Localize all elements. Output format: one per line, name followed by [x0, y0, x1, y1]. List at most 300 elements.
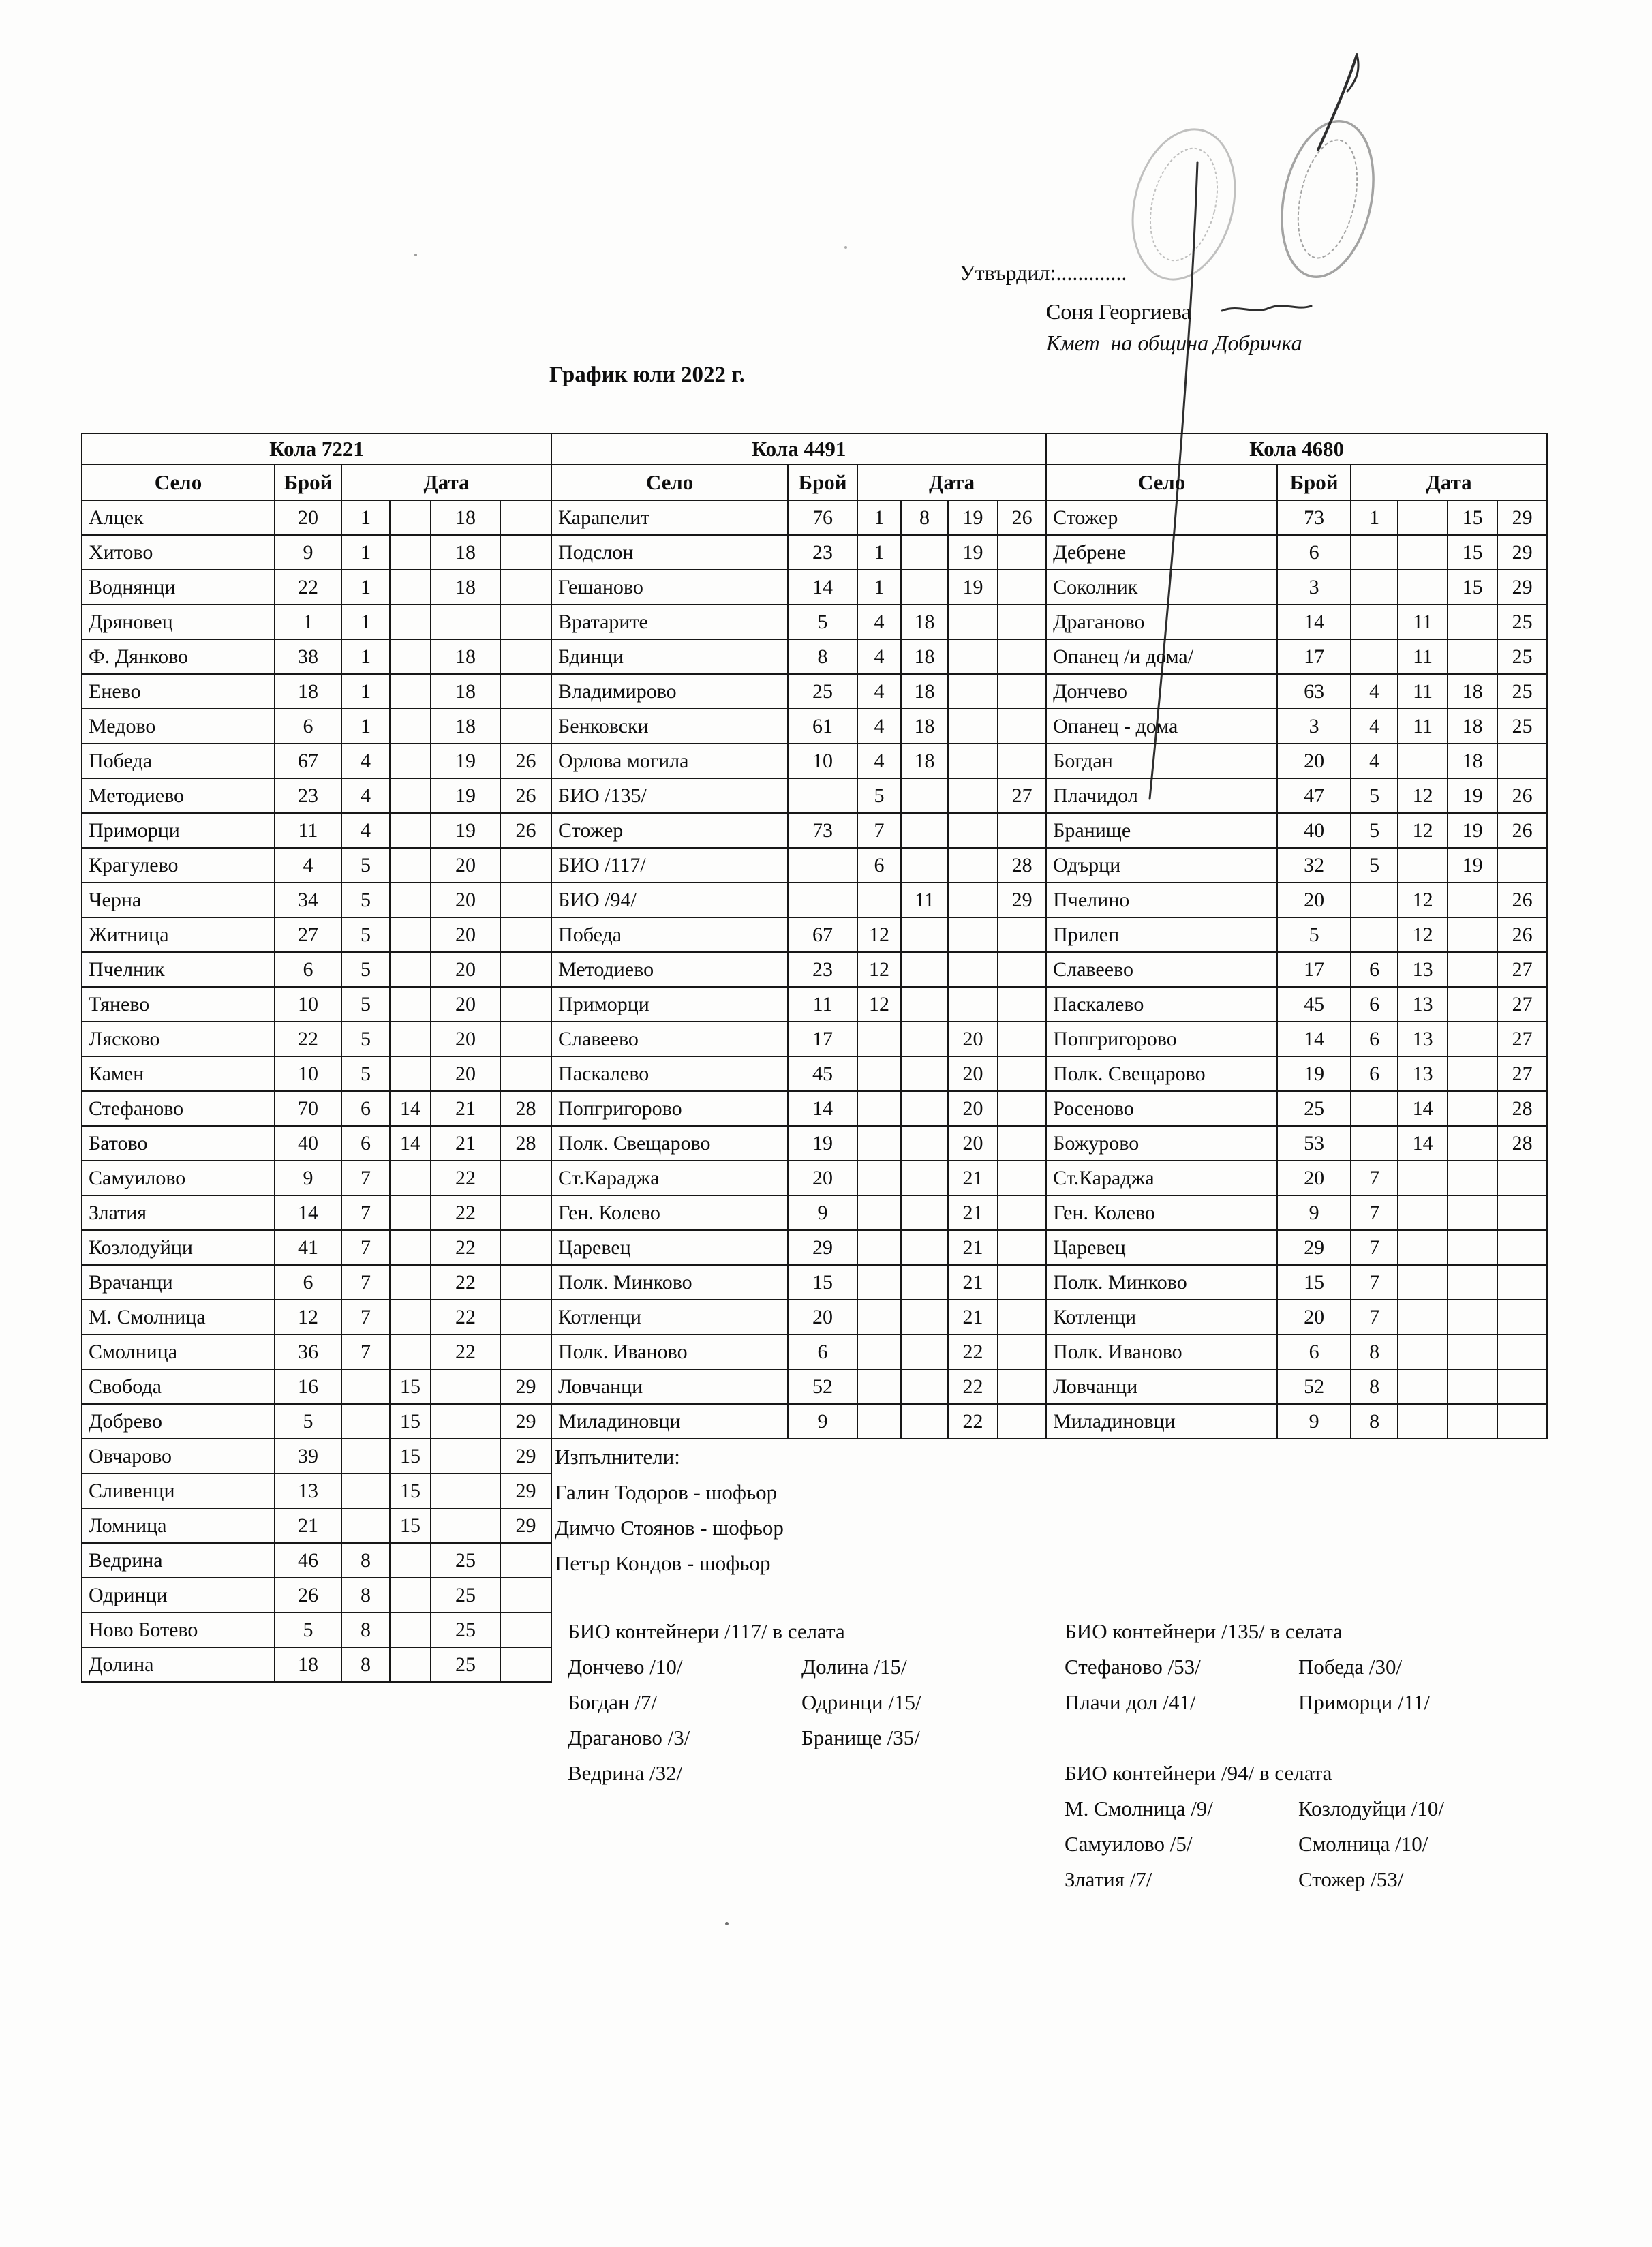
date-cell [500, 1300, 551, 1334]
schedule-row [1046, 1404, 1547, 1439]
date-cell [948, 778, 998, 813]
village-cell: Соколник [1046, 570, 1277, 605]
schedule-row [551, 813, 1046, 848]
date-cell [390, 1195, 431, 1230]
date-cell [948, 883, 998, 917]
date-cell: 28 [1497, 1126, 1547, 1161]
count-cell: 11 [788, 987, 857, 1022]
schedule-row [82, 848, 551, 883]
date-cell [1448, 1126, 1497, 1161]
village-cell: Вратарите [551, 605, 788, 639]
village-cell: Стожер [1046, 500, 1277, 535]
schedule-row [82, 1369, 551, 1404]
date-cell [390, 1265, 431, 1300]
date-cell: 1 [1351, 500, 1398, 535]
village-cell: Ген. Колево [551, 1195, 788, 1230]
schedule-row [551, 1126, 1046, 1161]
schedule-row [551, 1300, 1046, 1334]
date-cell [500, 1543, 551, 1578]
date-cell [901, 987, 948, 1022]
schedule-row [551, 1195, 1046, 1230]
schedule-row [1046, 605, 1547, 639]
village-cell: Методиево [551, 952, 788, 987]
date-cell: 6 [1351, 1056, 1398, 1091]
date-cell: 5 [1351, 778, 1398, 813]
date-cell: 20 [948, 1126, 998, 1161]
date-cell: 8 [341, 1578, 390, 1612]
date-cell: 21 [948, 1161, 998, 1195]
village-cell: Самуилово [82, 1161, 275, 1195]
date-cell [1448, 605, 1497, 639]
date-cell: 29 [500, 1404, 551, 1439]
schedule-row [82, 883, 551, 917]
date-cell [1398, 1161, 1448, 1195]
date-cell: 5 [341, 952, 390, 987]
schedule-row [82, 778, 551, 813]
date-cell: 25 [431, 1578, 500, 1612]
date-cell [1398, 1300, 1448, 1334]
date-cell: 20 [431, 1056, 500, 1091]
oval-stamp-right-icon [1268, 112, 1386, 286]
schedule-row [1046, 744, 1547, 778]
village-cell: Росеново [1046, 1091, 1277, 1126]
count-cell: 6 [275, 709, 341, 744]
schedule-row [551, 1265, 1046, 1300]
date-cell: 4 [857, 674, 901, 709]
schedule-row [82, 639, 551, 674]
village-cell: Ломница [82, 1508, 275, 1543]
date-cell: 15 [390, 1369, 431, 1404]
date-cell: 18 [901, 674, 948, 709]
date-cell: 5 [857, 778, 901, 813]
date-cell [500, 1230, 551, 1265]
date-cell: 22 [948, 1369, 998, 1404]
date-cell: 27 [998, 778, 1046, 813]
schedule-row [551, 500, 1046, 535]
schedule-row [82, 952, 551, 987]
village-cell: Бдинци [551, 639, 788, 674]
count-cell: 27 [275, 917, 341, 952]
date-cell: 19 [948, 535, 998, 570]
date-cell [500, 848, 551, 883]
date-cell [431, 605, 500, 639]
col-header-village: Село [82, 465, 275, 500]
date-cell: 7 [1351, 1300, 1398, 1334]
date-cell [901, 917, 948, 952]
date-cell [998, 952, 1046, 987]
date-cell: 15 [390, 1404, 431, 1439]
date-cell [998, 1230, 1046, 1265]
schedule-row [1046, 570, 1547, 605]
date-cell: 25 [431, 1647, 500, 1682]
village-cell: Котленци [1046, 1300, 1277, 1334]
date-cell [341, 1439, 390, 1473]
date-cell: 15 [390, 1439, 431, 1473]
schedule-row [1046, 1091, 1547, 1126]
schedule-row [82, 1578, 551, 1612]
date-cell: 20 [948, 1091, 998, 1126]
village-cell: Полк. Иваново [551, 1334, 788, 1369]
date-cell [998, 1334, 1046, 1369]
date-cell: 20 [431, 1022, 500, 1056]
village-cell: Златия [82, 1195, 275, 1230]
village-cell: Бенковски [551, 709, 788, 744]
bio-135-grid [1065, 1649, 1444, 1720]
bio-village-count: Стефаново /53/ [1065, 1655, 1201, 1679]
date-cell [1497, 1195, 1547, 1230]
count-cell: 18 [275, 674, 341, 709]
count-cell: 67 [788, 917, 857, 952]
date-cell [390, 639, 431, 674]
date-cell [341, 1508, 390, 1543]
date-cell [1448, 952, 1497, 987]
schedule-row [82, 709, 551, 744]
date-cell: 4 [341, 778, 390, 813]
schedule-row [551, 952, 1046, 987]
count-cell: 15 [1277, 1265, 1351, 1300]
date-cell: 25 [431, 1612, 500, 1647]
village-cell: Свобода [82, 1369, 275, 1404]
village-cell: Пчелник [82, 952, 275, 987]
schedule-row [551, 1091, 1046, 1126]
date-cell: 1 [341, 674, 390, 709]
bio-135-title: БИО контейнери /135/ в селата [1065, 1619, 1343, 1643]
date-cell: 12 [857, 987, 901, 1022]
village-cell: М. Смолница [82, 1300, 275, 1334]
date-cell [1448, 1300, 1497, 1334]
date-cell [1448, 1404, 1497, 1439]
date-cell [1497, 744, 1547, 778]
village-cell: Карапелит [551, 500, 788, 535]
bio-village-count: Ведрина /32/ [568, 1761, 683, 1785]
count-cell: 10 [788, 744, 857, 778]
schedule-row [82, 1195, 551, 1230]
count-cell: 3 [1277, 709, 1351, 744]
schedule-row [82, 605, 551, 639]
date-cell [1497, 1230, 1547, 1265]
village-cell: Стефаново [82, 1091, 275, 1126]
village-cell: Победа [551, 917, 788, 952]
date-cell [431, 1369, 500, 1404]
date-cell [998, 1126, 1046, 1161]
village-cell: Добрево [82, 1404, 275, 1439]
date-cell [1398, 1195, 1448, 1230]
date-cell [1448, 639, 1497, 674]
date-cell [901, 1056, 948, 1091]
date-cell [390, 1612, 431, 1647]
date-cell [390, 1334, 431, 1369]
village-cell: Славеево [551, 1022, 788, 1056]
village-cell: Ловчанци [551, 1369, 788, 1404]
count-cell: 20 [1277, 1300, 1351, 1334]
count-cell: 36 [275, 1334, 341, 1369]
count-cell: 39 [275, 1439, 341, 1473]
date-cell: 22 [431, 1265, 500, 1300]
count-cell: 32 [1277, 848, 1351, 883]
date-cell [901, 1230, 948, 1265]
schedule-row [82, 1161, 551, 1195]
date-cell [1351, 917, 1398, 952]
date-cell [390, 1022, 431, 1056]
date-cell: 7 [341, 1334, 390, 1369]
date-cell [1351, 1091, 1398, 1126]
count-cell: 19 [788, 1126, 857, 1161]
village-cell: БИО /135/ [551, 778, 788, 813]
date-cell: 6 [341, 1126, 390, 1161]
count-cell: 9 [1277, 1404, 1351, 1439]
date-cell [390, 1578, 431, 1612]
date-cell [1497, 1334, 1547, 1369]
schedule-row [551, 535, 1046, 570]
table-car-title: Кола 4680 [1046, 433, 1547, 465]
date-cell [390, 1161, 431, 1195]
date-cell: 19 [1448, 848, 1497, 883]
date-cell [1398, 1334, 1448, 1369]
village-cell: Ф. Дянково [82, 639, 275, 674]
date-cell: 1 [341, 535, 390, 570]
schedule-row [1046, 535, 1547, 570]
date-cell: 19 [431, 744, 500, 778]
date-cell: 25 [1497, 605, 1547, 639]
date-cell: 5 [341, 917, 390, 952]
schedule-row [1046, 1230, 1547, 1265]
count-cell: 6 [788, 1334, 857, 1369]
date-cell: 26 [998, 500, 1046, 535]
col-header-village: Село [551, 465, 788, 500]
date-cell: 11 [1398, 605, 1448, 639]
date-cell [1497, 1161, 1547, 1195]
count-cell: 3 [1277, 570, 1351, 605]
date-cell [1448, 1161, 1497, 1195]
count-cell: 6 [1277, 1334, 1351, 1369]
date-cell: 4 [341, 813, 390, 848]
spacer [1065, 1720, 1444, 1756]
date-cell [500, 883, 551, 917]
date-cell: 26 [1497, 883, 1547, 917]
count-cell: 40 [275, 1126, 341, 1161]
date-cell: 18 [1448, 674, 1497, 709]
village-cell: Житница [82, 917, 275, 952]
date-cell [901, 1300, 948, 1334]
col-header-count: Брой [788, 465, 857, 500]
date-cell: 12 [1398, 917, 1448, 952]
date-cell [857, 883, 901, 917]
date-cell: 14 [390, 1091, 431, 1126]
date-cell: 4 [857, 744, 901, 778]
schedule-row [551, 1056, 1046, 1091]
date-cell [500, 500, 551, 535]
date-cell [998, 1265, 1046, 1300]
bio-village-count: Приморци /11/ [1298, 1690, 1431, 1714]
count-cell: 14 [788, 1091, 857, 1126]
count-cell: 67 [275, 744, 341, 778]
count-cell: 1 [275, 605, 341, 639]
village-cell: Козлодуйци [82, 1230, 275, 1265]
bio-village-count: Стожер /53/ [1298, 1867, 1404, 1891]
date-cell: 18 [431, 674, 500, 709]
date-cell: 21 [948, 1265, 998, 1300]
date-cell: 18 [1448, 744, 1497, 778]
village-cell: Одринци [82, 1578, 275, 1612]
date-cell: 18 [431, 500, 500, 535]
date-cell: 11 [1398, 639, 1448, 674]
date-cell: 20 [431, 848, 500, 883]
date-cell: 21 [948, 1195, 998, 1230]
schedule-row [82, 1056, 551, 1091]
bio-village-count: Бранище /35/ [801, 1726, 920, 1749]
date-cell: 27 [1497, 1022, 1547, 1056]
date-cell [341, 1404, 390, 1439]
count-cell: 6 [275, 952, 341, 987]
date-cell [500, 674, 551, 709]
count-cell [788, 883, 857, 917]
date-cell [1398, 744, 1448, 778]
schedule-row [82, 1126, 551, 1161]
date-cell: 27 [1497, 952, 1547, 987]
date-cell [901, 1091, 948, 1126]
date-cell: 13 [1398, 1022, 1448, 1056]
date-cell [390, 778, 431, 813]
date-cell: 4 [1351, 744, 1398, 778]
bio-village-count: Драганово /3/ [568, 1726, 690, 1749]
count-cell: 23 [275, 778, 341, 813]
date-cell: 13 [1398, 952, 1448, 987]
village-cell: Опанец /и дома/ [1046, 639, 1277, 674]
date-cell: 29 [1497, 535, 1547, 570]
bio-village-count: М. Смолница /9/ [1065, 1797, 1213, 1820]
date-cell [500, 639, 551, 674]
date-cell: 4 [857, 639, 901, 674]
date-cell [1448, 1369, 1497, 1404]
date-cell: 20 [431, 883, 500, 917]
schedule-row [1046, 778, 1547, 813]
table-body [82, 500, 551, 1682]
date-cell: 22 [431, 1230, 500, 1265]
date-cell [390, 674, 431, 709]
count-cell: 46 [275, 1543, 341, 1578]
schedule-table-kola-7221 [81, 433, 552, 1683]
executors-block [555, 1439, 784, 1581]
date-cell: 15 [390, 1473, 431, 1508]
count-cell: 9 [788, 1195, 857, 1230]
date-cell: 18 [431, 570, 500, 605]
date-cell: 29 [500, 1369, 551, 1404]
count-cell: 29 [1277, 1230, 1351, 1265]
date-cell [1448, 917, 1497, 952]
village-cell: Миладиновци [551, 1404, 788, 1439]
bio-village-count [801, 1756, 921, 1791]
count-cell [788, 848, 857, 883]
date-cell: 14 [1398, 1091, 1448, 1126]
schedule-row [1046, 883, 1547, 917]
date-cell [1351, 535, 1398, 570]
village-cell: Дончево [1046, 674, 1277, 709]
date-cell: 5 [341, 1056, 390, 1091]
village-cell: Дряновец [82, 605, 275, 639]
count-cell: 11 [275, 813, 341, 848]
date-cell: 26 [500, 744, 551, 778]
schedule-row [551, 709, 1046, 744]
date-cell: 18 [431, 709, 500, 744]
col-header-date: Дата [1351, 465, 1547, 500]
date-cell [390, 1647, 431, 1682]
date-cell [1448, 1195, 1497, 1230]
date-cell: 29 [998, 883, 1046, 917]
count-cell: 16 [275, 1369, 341, 1404]
village-cell: Котленци [551, 1300, 788, 1334]
approved-label: Утвърдил:............. [960, 260, 1127, 285]
date-cell: 15 [1448, 570, 1497, 605]
date-cell: 8 [341, 1647, 390, 1682]
date-cell: 5 [341, 848, 390, 883]
date-cell [1497, 1369, 1547, 1404]
date-cell: 8 [1351, 1369, 1398, 1404]
date-cell: 7 [1351, 1265, 1398, 1300]
village-cell: Орлова могила [551, 744, 788, 778]
bio-village-count: Плачи дол /41/ [1065, 1690, 1196, 1714]
schedule-row [1046, 639, 1547, 674]
date-cell [998, 709, 1046, 744]
date-cell [1497, 1265, 1547, 1300]
date-cell: 25 [1497, 709, 1547, 744]
date-cell [857, 1056, 901, 1091]
count-cell: 8 [788, 639, 857, 674]
date-cell: 29 [1497, 570, 1547, 605]
date-cell [901, 778, 948, 813]
col-header-date: Дата [857, 465, 1046, 500]
date-cell [1398, 1369, 1448, 1404]
schedule-row [1046, 813, 1547, 848]
date-cell [431, 1404, 500, 1439]
date-cell [901, 1265, 948, 1300]
date-cell [901, 1022, 948, 1056]
count-cell: 14 [788, 570, 857, 605]
date-cell [901, 1126, 948, 1161]
schedule-row [1046, 1022, 1547, 1056]
village-cell: Полк. Минково [551, 1265, 788, 1300]
date-cell: 22 [431, 1334, 500, 1369]
count-cell: 45 [1277, 987, 1351, 1022]
date-cell [901, 1369, 948, 1404]
date-cell: 6 [857, 848, 901, 883]
count-cell: 40 [1277, 813, 1351, 848]
schedule-row [1046, 1126, 1547, 1161]
schedule-row [551, 848, 1046, 883]
schedule-row [82, 744, 551, 778]
date-cell [857, 1404, 901, 1439]
date-cell: 6 [1351, 1022, 1398, 1056]
date-cell [1497, 1404, 1547, 1439]
village-cell: Гешаново [551, 570, 788, 605]
schedule-row [82, 1473, 551, 1508]
date-cell: 13 [1398, 987, 1448, 1022]
date-cell [1497, 1300, 1547, 1334]
village-cell: Одърци [1046, 848, 1277, 883]
date-cell: 1 [341, 570, 390, 605]
date-cell: 19 [431, 778, 500, 813]
date-cell [1448, 987, 1497, 1022]
bio-village-count: Златия /7/ [1065, 1867, 1152, 1891]
schedule-row [82, 1647, 551, 1682]
village-cell: Ловчанци [1046, 1369, 1277, 1404]
village-cell: Камен [82, 1056, 275, 1091]
count-cell: 10 [275, 1056, 341, 1091]
bio-village-count: Одринци /15/ [801, 1690, 921, 1714]
date-cell: 28 [500, 1091, 551, 1126]
col-header-count: Брой [1277, 465, 1351, 500]
date-cell: 4 [857, 709, 901, 744]
date-cell [998, 1195, 1046, 1230]
